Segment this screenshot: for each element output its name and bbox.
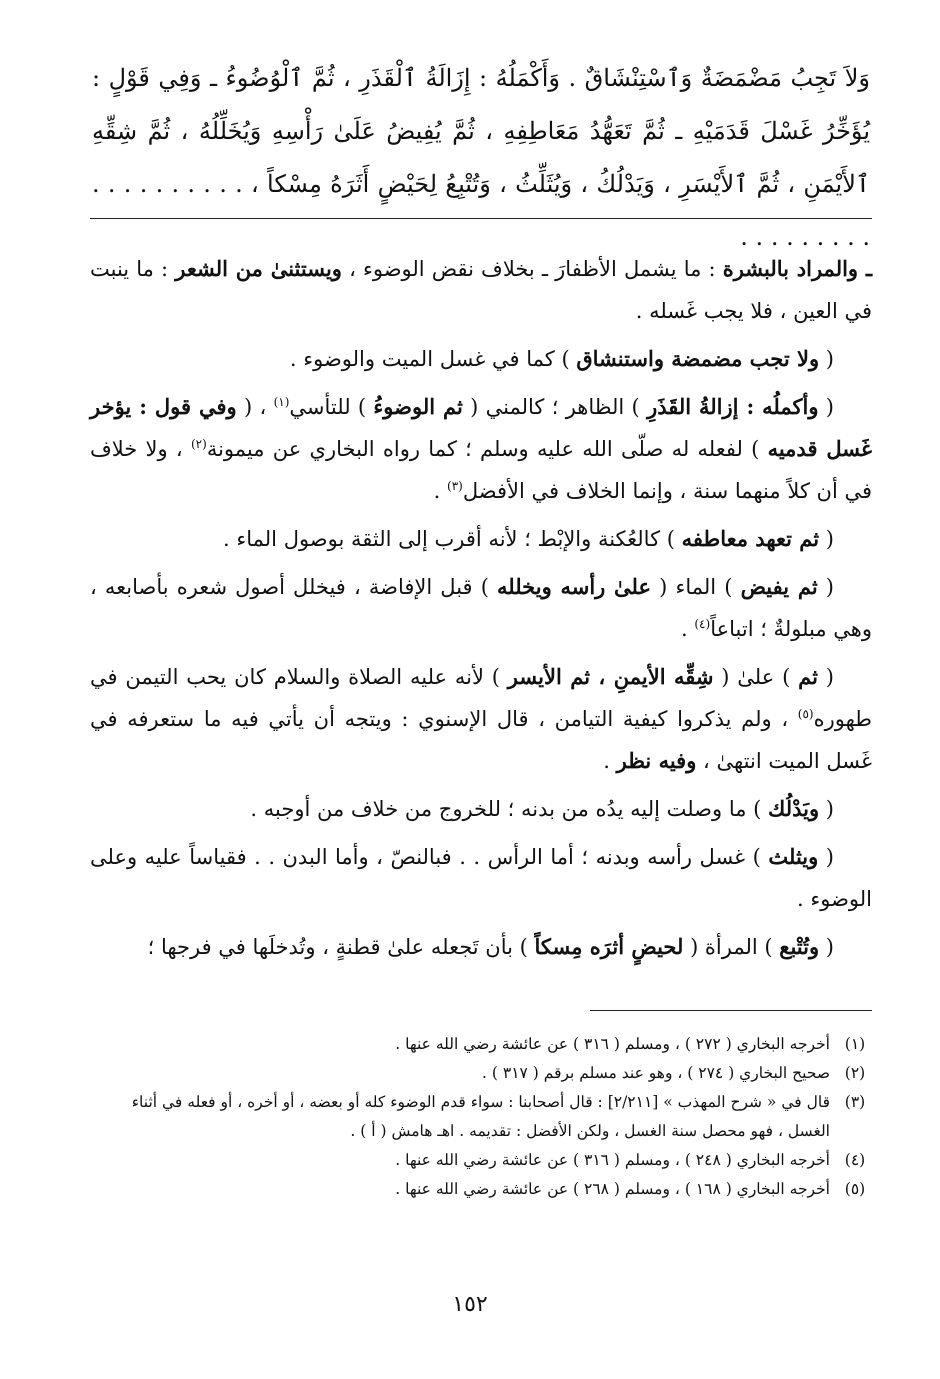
text-run: : ما يشمل الأظفارَ ـ بخلاف نقض الوضوء ، <box>341 257 723 281</box>
text-run: ، ( <box>236 395 274 419</box>
text-run: ( <box>818 395 834 419</box>
commentary-paragraph <box>90 338 872 380</box>
page-number: ١٥٢ <box>452 1292 488 1317</box>
bold-term: ـ والمراد بالبشرة <box>722 256 872 281</box>
bold-term: علىٰ رأسه ويخلله <box>497 574 652 599</box>
text-run: ( <box>819 527 834 551</box>
commentary-paragraph <box>90 566 872 650</box>
bold-term: ويَدْلُك <box>768 796 820 821</box>
bold-term: لحيضٍ أثرَه مِسكاً <box>534 934 684 959</box>
bold-term: ثم يفيض <box>740 574 818 599</box>
footnote-marker: (٣) <box>447 479 463 493</box>
bold-term: ثم <box>798 664 818 689</box>
text-run: ( <box>819 347 834 371</box>
footnote-number: (٣) <box>844 1093 866 1111</box>
commentary-paragraph <box>90 926 872 968</box>
text-run: ( <box>819 935 834 959</box>
matn-body: وَلاَ تَجِبُ مَضْمَضَةٌ وَٱسْتِنْشَاقٌ . وَأَكْمَلُهُ : إِزَالَةُ ٱلْقَذَرِ ، ثُمَّ ٱلْوُضُوءُ ـ وَفِي قَوْلٍ : يُؤَخِّرُ غَسْلَ قَدَمَيْهِ ـ ثُمَّ تَعَهُّدُ مَعَاطِفِهِ ، ثُمَّ يُفِيضُ عَلَىٰ رَأْسِهِ وَيُخَلِّلُهُ ، ثُمَّ شِقِّهِ ٱلأَيْمَنِ ، ثُمَّ ٱلأَيْسَرِ ، وَيَدْلُكُ ، وَيُثَلِّثُ ، وَتُتْبِعُ لِحَيْضٍ أَثَرَهُ مِسْكاً ، <box>92 64 870 198</box>
bold-term: ثم الوضوءُ <box>373 394 463 419</box>
bold-term: ولا تجب مضمضة واستنشاق <box>576 346 820 371</box>
footnote-marker: (١) <box>273 395 290 409</box>
commentary-paragraph <box>90 386 872 512</box>
text-run: ) الظاهر ؛ كالمني ( <box>462 395 648 419</box>
text-run: ) لفعله له صلّى الله عليه وسلم ؛ كما رواه البخاري عن ميمونة <box>206 437 768 461</box>
bold-term: وفي قول : يؤخر غَسل قدميه <box>90 394 873 461</box>
text-run: ) كما في غسل الميت والوضوء . <box>289 347 577 371</box>
footnote <box>90 1146 880 1175</box>
text-run: ( <box>818 845 834 869</box>
footnote-text: أخرجه البخاري ( ١٦٨ ) ، ومسلم ( ٢٦٨ ) عن عائشة رضي الله عنها . <box>395 1180 830 1198</box>
footnote-marker: (٥) <box>797 707 814 721</box>
commentary-paragraph <box>90 836 872 920</box>
footnote <box>90 1059 880 1088</box>
commentary-paragraph <box>90 656 872 782</box>
matn-dots: . . . . . . . . . . . . . . . . . . . <box>92 170 870 251</box>
text-run: : ما ينبت في العين ، فلا يجب غَسله . <box>90 257 872 323</box>
footnote <box>90 1030 880 1059</box>
text-run: ) لأنه عليه الصلاة والسلام كان يحب التيمن في طهوره <box>90 665 872 731</box>
commentary-paragraph <box>90 248 872 332</box>
bold-term: ويستثنىٰ من الشعر <box>175 256 342 281</box>
footnote-marker: (٤) <box>694 617 711 631</box>
footnote <box>90 1175 880 1204</box>
footnote-text: قال في « شرح المهذب » [٢/٢١١] : قال أصحابنا : سواء قدم الوضوء كله أو بعضه ، أو أخره ، أو فعله في أثناء الغسل ، فهو محصل سنة الغسل ، ولكن الأفضل : تقديمه . اهـ هامش ( أ ) . <box>131 1093 830 1140</box>
footnote-number: (٤) <box>844 1151 866 1169</box>
footnote-marker: (٢) <box>190 437 207 451</box>
footnotes <box>90 1030 880 1204</box>
text-run: ( <box>817 575 834 599</box>
footnote-text: صحيح البخاري ( ٢٧٤ ) ، وهو عند مسلم برقم ( ٣١٧ ) . <box>482 1064 830 1082</box>
text-run: ) غسل رأسه وبدنه ؛ أما الرأس . . فبالنصّ ، وأما البدن . . فقياساً عليه وعلى الوضوء . <box>90 845 872 911</box>
footnote-number: (٢) <box>844 1064 866 1082</box>
text-run: ) علىٰ ( <box>713 665 799 689</box>
commentary <box>90 248 872 974</box>
bold-term: شِقِّه الأيمنِ ، ثم الأيسر <box>507 664 714 689</box>
text-run: ، ولم يذكروا كيفية التيامن ، قال الإسنوي : ويتجه أن يأتي فيه ما ستعرفه في غَسل الميت انتهىٰ ، <box>90 707 872 773</box>
footnote-text: أخرجه البخاري ( ٢٤٨ ) ، ومسلم ( ٣١٦ ) عن عائشة رضي الله عنها . <box>395 1151 830 1169</box>
text-run: ) قبل الإفاضة ، فيخلل أصول شعره بأصابعه ، وهي مبلولةٌ ؛ اتباعاً <box>90 575 872 641</box>
text-run: . <box>681 617 695 641</box>
footnote-number: (١) <box>844 1035 866 1053</box>
footnote <box>90 1088 880 1146</box>
footnote-separator-rule <box>590 1010 872 1011</box>
bold-term: وتُتْبع <box>779 934 820 959</box>
commentary-paragraph <box>90 518 872 560</box>
footnote-text: أخرجه البخاري ( ٢٧٢ ) ، ومسلم ( ٣١٦ ) عن عائشة رضي الله عنها . <box>395 1035 830 1053</box>
text-run: ) كالعُكنة والإبْط ؛ لأنه أقرب إلى الثقة بوصول الماء . <box>223 527 682 551</box>
text-run: . <box>433 479 448 503</box>
text-run: ( <box>819 797 834 821</box>
text-run: ) المرأة ( <box>683 935 780 959</box>
commentary-paragraph <box>90 788 872 830</box>
text-run: ) للتأسي <box>289 395 374 419</box>
bold-term: وأكملُه : إزالةُ القَذَرِ <box>647 394 819 419</box>
matn-text <box>92 52 870 264</box>
text-run: ) الماء ( <box>651 575 741 599</box>
text-run: ) ما وصلت إليه يدُه من بدنه ؛ للخروج من خلاف من أوجبه . <box>250 797 769 821</box>
text-run: ( <box>817 665 834 689</box>
text-run: . <box>603 749 617 773</box>
text-run: ، ولا خلاف في أن كلاً منهما سنة ، وإنما الخلاف في الأفضل <box>90 437 872 503</box>
bold-term: ثم تعهد معاطفه <box>681 526 820 551</box>
matn-separator-rule <box>90 218 872 219</box>
bold-term: ويثلث <box>768 844 819 869</box>
bold-term: وفيه نظر <box>616 748 697 773</box>
text-run: ) بأن تَجعله علىٰ قطنةٍ ، وتُدخلَها في فرجها ؛ <box>147 935 535 959</box>
footnote-number: (٥) <box>844 1180 866 1198</box>
